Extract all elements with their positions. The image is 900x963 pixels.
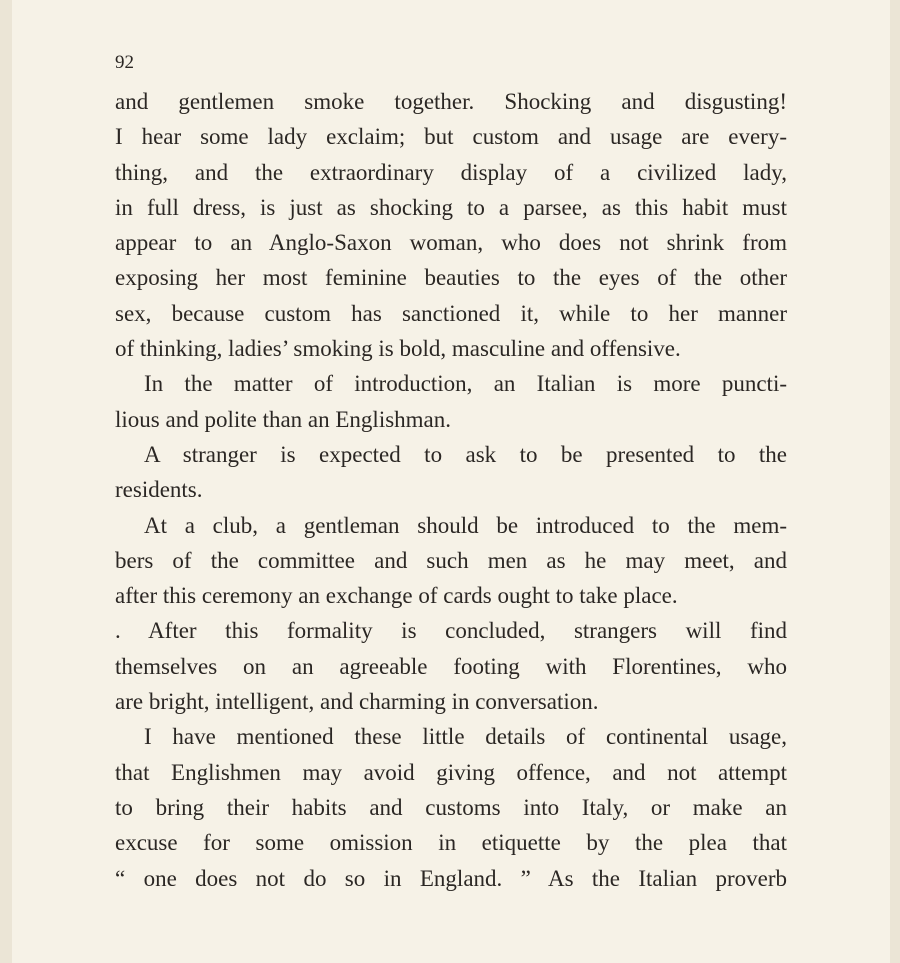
scan-edge-left [0, 0, 12, 963]
text-line: excuse for some omission in etiquette by the plea that [115, 830, 787, 856]
text-line: after this ceremony an exchange of cards ought to take place. [115, 583, 678, 609]
text-line: of thinking, ladies’ smoking is bold, masculine and offensive. [115, 336, 681, 362]
text-line: I hear some lady exclaim; but custom and usage are every- [115, 124, 787, 150]
text-line: residents. [115, 477, 203, 503]
text-line: sex, because custom has sanctioned it, while to her manner [115, 300, 787, 326]
scan-edge-right [890, 0, 900, 963]
text-line: In the matter of introduction, an Italian is more puncti- [144, 371, 787, 397]
text-line: A stranger is expected to ask to be presented to the [144, 441, 787, 467]
text-line: At a club, a gentleman should be introduced to the mem- [144, 512, 787, 538]
text-line: appear to an Anglo-Saxon woman, who does not shrink from [115, 230, 787, 256]
text-line: exposing her most feminine beauties to the eyes of the other [115, 265, 787, 291]
text-line: . After this formality is concluded, strangers will find [115, 618, 787, 644]
text-line: themselves on an agreeable footing with Florentines, who [115, 653, 787, 679]
body-text [115, 84, 787, 896]
text-line: and gentlemen smoke together. Shocking and disgusting! [115, 89, 787, 114]
text-line: that Englishmen may avoid giving offence, and not attempt [115, 759, 787, 785]
text-line: to bring their habits and customs into Italy, or make an [115, 794, 787, 820]
text-line: bers of the committee and such men as he may meet, and [115, 547, 787, 573]
text-line: in full dress, is just as shocking to a parsee, as this habit must [115, 194, 787, 220]
text-line: thing, and the extraordinary display of a civilized lady, [115, 159, 787, 185]
text-line: “ one does not do so in England. ” As the Italian proverb [115, 865, 787, 891]
text-line: lious and polite than an Englishman. [115, 406, 452, 432]
page-number: 92 [115, 52, 134, 73]
text-line: are bright, intelligent, and charming in conversation. [115, 689, 599, 715]
text-line: I have mentioned these little details of continental usage, [144, 724, 787, 750]
